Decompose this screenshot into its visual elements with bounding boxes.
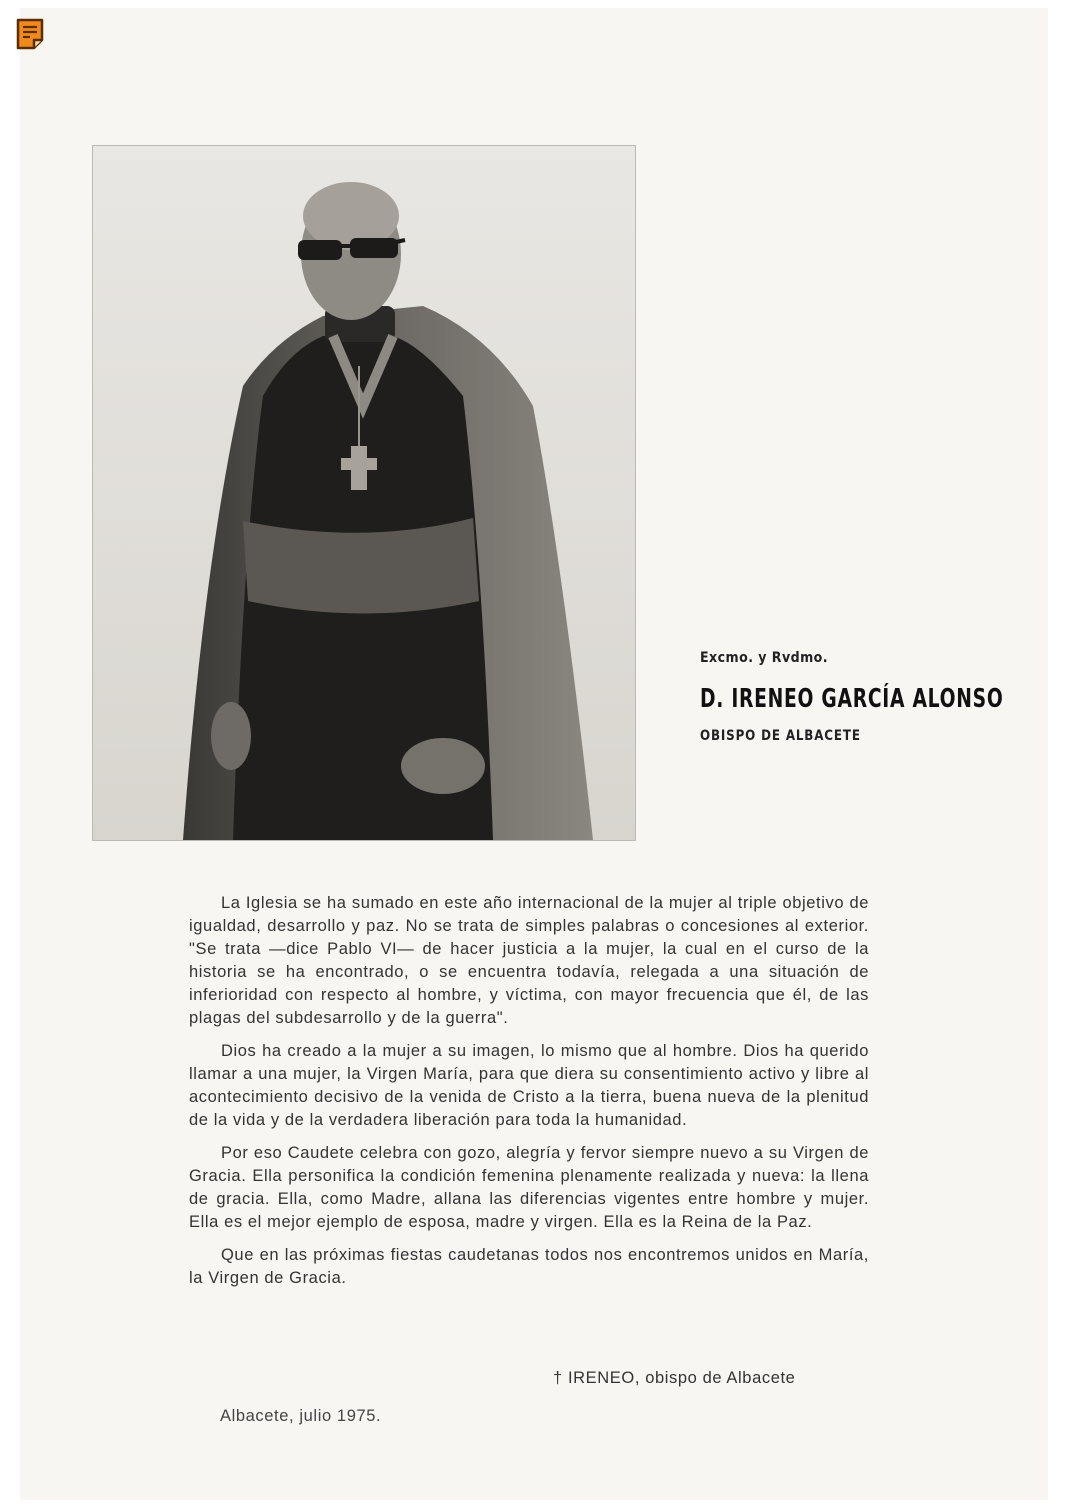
paragraph: Que en las próximas fiestas caudetanas todos nos encontremos unidos en María, la Virgen de Gracia. <box>189 1246 869 1287</box>
signature: † IRENEO, obispo de Albacete <box>553 1369 796 1387</box>
paragraph: La Iglesia se ha sumado en este año internacional de la mujer al triple objetivo de igualdad, desarrollo y paz. No se trata de simples palabras o concesiones al exterior. "Se trata —dice Pablo VI— de hacer justicia a la mujer, la cual en el curso de la historia se ha encontrado, o se encuentra todavía, relegada a una situación de inferioridad con respecto al hombre, y víctima, con mayor frecuencia que él, de las plagas del subdesarrollo y de la guerra". <box>189 894 869 1027</box>
paragraph: Por eso Caudete celebra con gozo, alegría y fervor siempre nuevo a su Virgen de Gracia. Ella personifica la condición femenina plenamente realizada y nueva: la llena de gracia. Ella, como Madre, allana las diferencias vigentes entre hombre y mujer. Ella es el mejor ejemplo de esposa, madre y virgen. Ella es la Reina de la Paz. <box>189 1144 869 1231</box>
bishop-role: OBISPO DE ALBACETE <box>700 728 861 744</box>
bishop-name: D. IRENEO GARCÍA ALONSO <box>700 684 1004 714</box>
letter-date: Albacete, julio 1975. <box>220 1407 382 1425</box>
bishop-portrait-photo <box>92 145 636 841</box>
honorific-title: Excmo. y Rvdmo. <box>700 650 829 666</box>
document-icon[interactable] <box>16 18 46 50</box>
paragraph: Dios ha creado a la mujer a su imagen, lo mismo que al hombre. Dios ha querido llamar a una mujer, la Virgen María, para que diera su consentimiento activo y libre al acontecimiento decisivo de la venida de Cristo a la tierra, buena nueva de la plenitud de la vida y de la verdadera liberación para toda la humanidad. <box>189 1042 869 1129</box>
letter-body <box>189 892 869 1300</box>
portrait-caption <box>700 650 1040 744</box>
